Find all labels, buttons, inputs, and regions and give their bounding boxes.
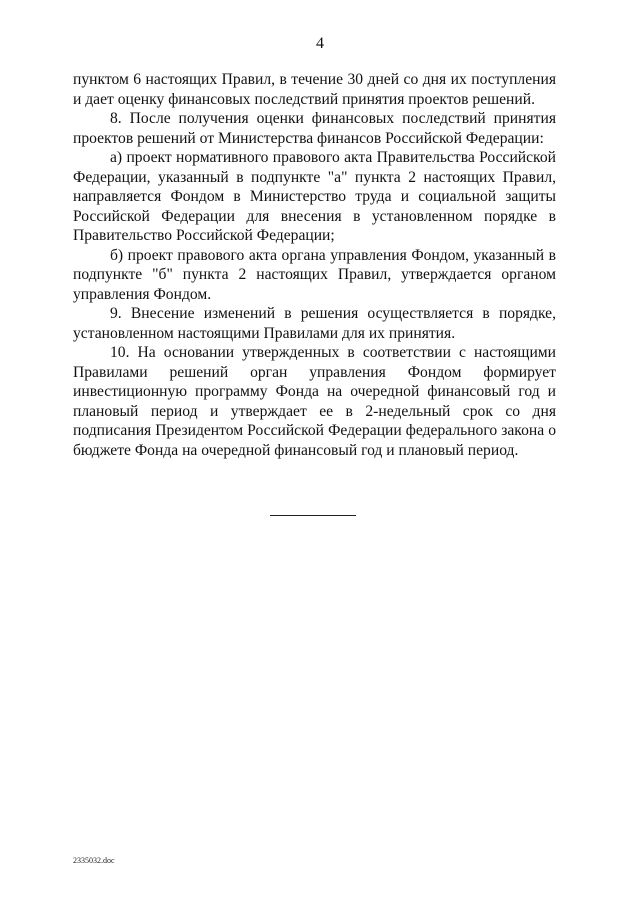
footer-file-name: 2335032.doc — [73, 856, 115, 865]
paragraph-item-8: 8. После получения оценки финансовых последствий принятия проектов решений от Министерства финансов Российской Федерации: — [73, 110, 556, 147]
end-divider-line — [270, 515, 356, 516]
page-number: 4 — [316, 35, 324, 52]
paragraph-subitem-a: а) проект нормативного правового акта Правительства Российской Федерации, указанный в подпункте "а" пункта 2 настоящих Правил, направляется Фондом в Министерство труда и социальной защиты Российской Федерации для внесения в установленном порядке в Правительство Российской Федерации; — [73, 149, 556, 244]
document-body — [73, 70, 556, 460]
paragraph-subitem-b: б) проект правового акта органа управления Фондом, указанный в подпункте "б" пункта 2 настоящих Правил, утверждается органом управления Фондом. — [73, 246, 556, 303]
paragraph-continuation: пунктом 6 настоящих Правил, в течение 30 дней со дня их поступления и дает оценку финансовых последствий принятия проектов решений. — [73, 71, 556, 108]
paragraph-item-10: 10. На основании утвержденных в соответствии с настоящими Правилами решений орган управления Фондом формирует инвестиционную программу Фонда на очередной финансовый год и плановый период и утверждает ее в 2-недельный срок со дня подписания Президентом Российской Федерации федерального закона о бюджете Фонда на очередной финансовый год и плановый период. — [73, 344, 556, 459]
paragraph-item-9: 9. Внесение изменений в решения осуществляется в порядке, установленном настоящими Правилами для их принятия. — [73, 305, 556, 342]
